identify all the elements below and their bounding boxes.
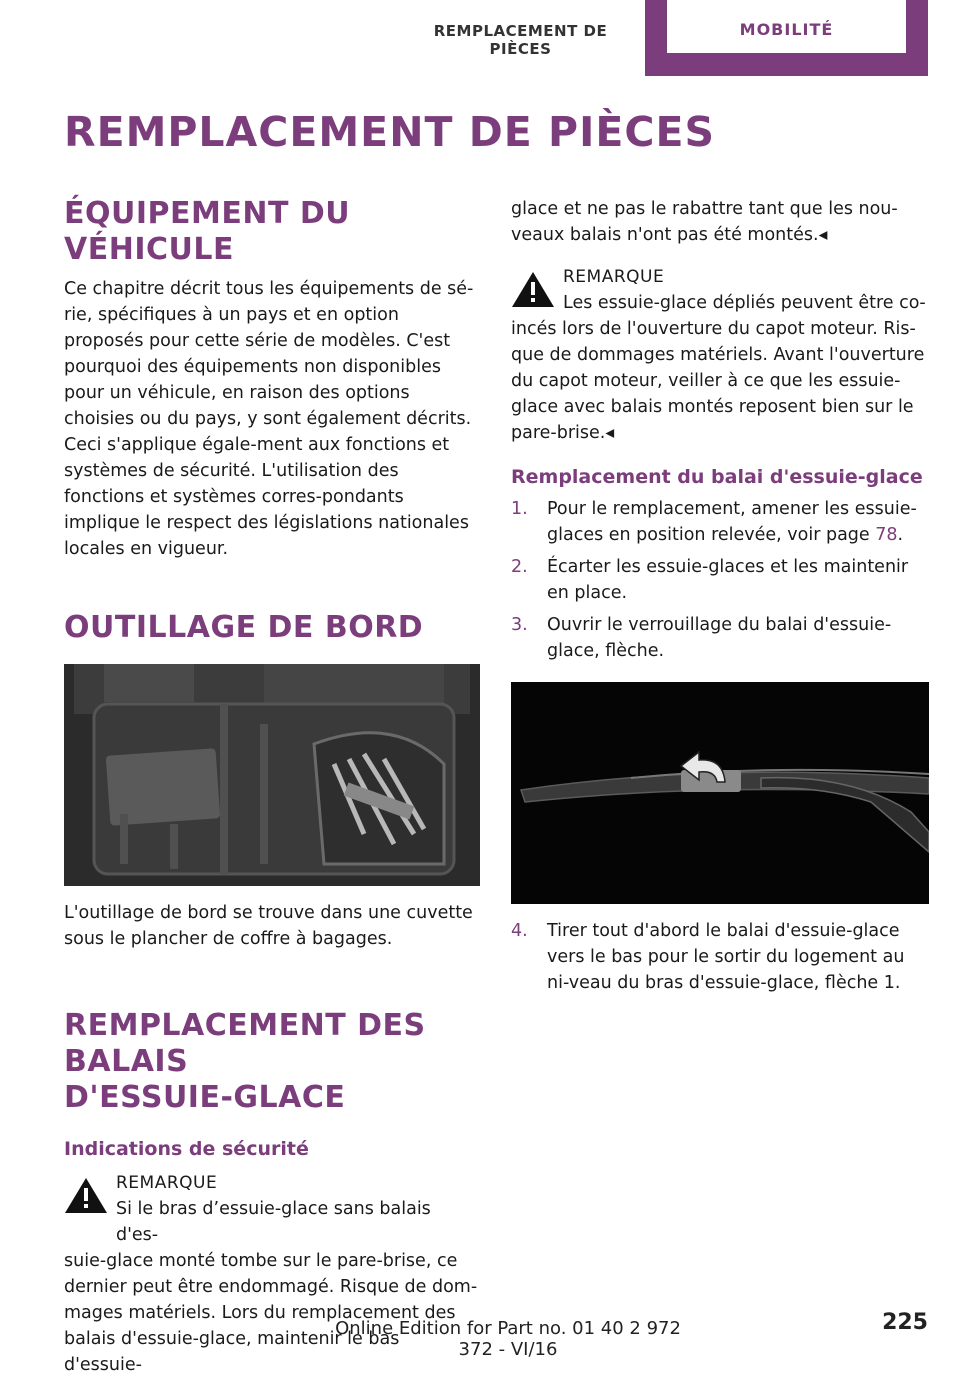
equipment-heading: ÉQUIPEMENT DU VÉHICULE (64, 196, 351, 267)
notice-1-continuation (511, 196, 929, 248)
notice-1-cont-text: glace et ne pas le rabattre tant que les nou‐veaux balais n'ont pas été montés. (511, 199, 898, 245)
step-number: 3. (511, 615, 528, 635)
warning-icon (64, 1176, 108, 1214)
wiper-blade-photo (511, 682, 929, 904)
notice-2-body (511, 316, 929, 446)
notice-1-title: REMARQUE (116, 1173, 218, 1193)
step-text: Tirer tout d'abord le balai d'essuie-glace vers le bas pour le sortir du logement au ni‐veau du bras d'essuie-glace, flèche 1. (547, 921, 905, 993)
page-link[interactable]: 78 (875, 525, 898, 545)
onboard-tools-illustration (64, 664, 480, 886)
step-number: 2. (511, 557, 528, 577)
wiper-heading-line2: D'ESSUIE-GLACE (64, 1080, 346, 1115)
chapter-tab (645, 0, 928, 76)
step-number: 4. (511, 921, 528, 941)
list-item (511, 554, 929, 606)
step-text: Ouvrir le verrouillage du balai d'essuie-glace, flèche. (547, 615, 892, 661)
notice-2 (511, 264, 929, 446)
replace-heading: Remplacement du balai d'essuie-glace (511, 466, 923, 488)
left-column (64, 196, 478, 1378)
list-item (511, 496, 929, 548)
steps-list-continued (511, 918, 929, 996)
wiper-heading (64, 1008, 478, 1116)
notice-2-title: REMARQUE (563, 267, 665, 287)
wiper-heading-line1: REMPLACEMENT DES BALAIS (64, 1008, 426, 1079)
step-suffix: . (897, 525, 904, 545)
step-text: Pour le remplacement, amener les essuie-glaces en position relevée, voir page (547, 499, 917, 545)
end-mark: ◂ (605, 423, 615, 443)
equipment-paragraph: Ce chapitre décrit tous les équipements de sé‐rie, spécifiques à un pays et en option proposés pour cette série de modèles. C'est pourquoi des équipements non disponibles pour un véhicule, en raison des options choisies ou du pays, y sont également décrits. Ceci s'applique égale‐ment aux fonctions et systèmes de sécurité. L'utilisation des fonctions et systèmes corres‐pondants implique le respect des législations nationales locales en vigueur. (64, 279, 474, 559)
notice-1-body: suie-glace monté tombe sur le pare-brise, ce dernier peut être endommagé. Risque de dom‐mages matériels. Lors du remplacement des balais d'essuie-glace, maintenir le bas d'essuie‐ (64, 1251, 478, 1375)
page-title: REMPLACEMENT DE PIÈCES (64, 108, 715, 156)
page-number: 225 (882, 1310, 928, 1335)
notice-2-first-line: Les essuie-glace dépliés peuvent être co‐ (563, 293, 926, 313)
chapter-tab-label: MOBILITÉ (667, 0, 906, 53)
header-section-title: REMPLACEMENT DE PIÈCES (433, 22, 608, 58)
tools-caption: L'outillage de bord se trouve dans une cuvette sous le plancher de coffre à bagages. (64, 903, 473, 949)
step-number: 1. (511, 499, 528, 519)
safety-heading: Indications de sécurité (64, 1138, 309, 1160)
end-mark: ◂ (818, 225, 828, 245)
steps-list (511, 496, 929, 664)
list-item (511, 612, 929, 664)
warning-icon (511, 270, 555, 308)
onboard-tools-photo (64, 664, 480, 886)
wiper-blade-illustration (511, 682, 929, 904)
right-column (511, 196, 929, 996)
footer-edition: Online Edition for Part no. 01 40 2 972 372 - VI/16 (335, 1318, 681, 1360)
list-item (511, 918, 929, 996)
tools-heading: OUTILLAGE DE BORD (64, 610, 424, 645)
notice-1-first-line: Si le bras d’essuie-glace sans balais d'es‐ (116, 1199, 431, 1245)
notice-2-body-text: incés lors de l'ouverture du capot moteur. Ris‐que de dommages matériels. Avant l'ouverture du capot moteur, veiller à ce que les essuie-glace avec balais montés reposent bien sur le pare-brise. (511, 319, 925, 443)
step-text: Écarter les essuie-glaces et les maintenir en place. (547, 557, 909, 603)
